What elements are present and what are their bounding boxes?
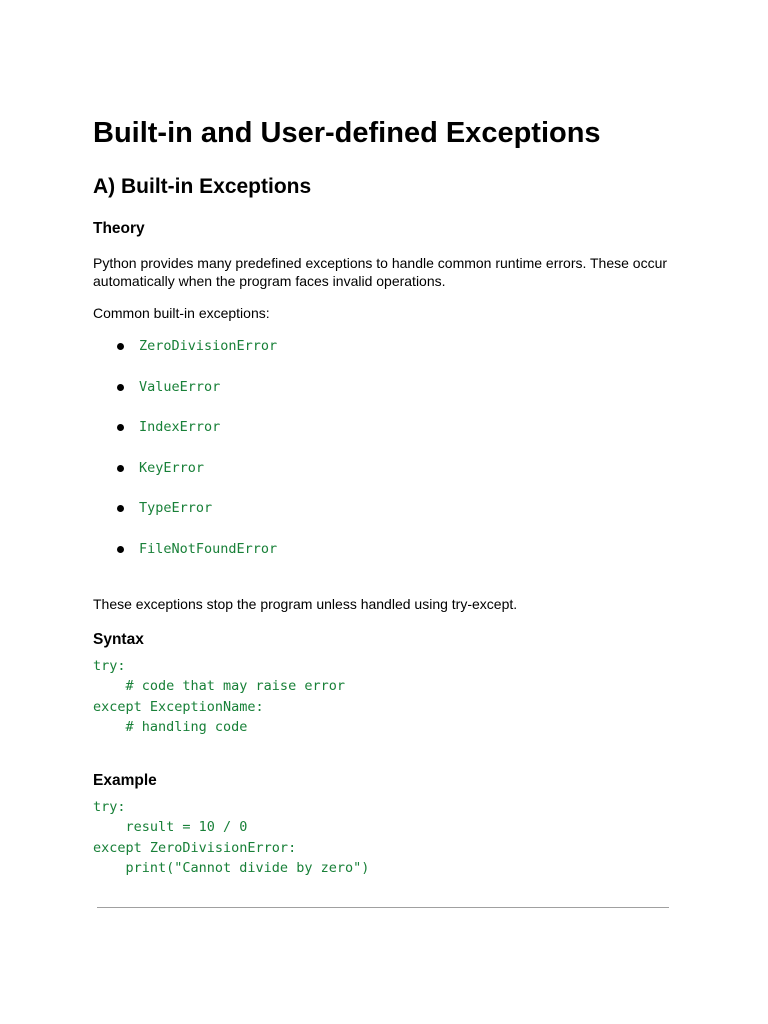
bullet-icon bbox=[117, 343, 124, 350]
list-item bbox=[93, 376, 277, 417]
exception-name: FileNotFoundError bbox=[139, 540, 278, 557]
bullet-icon bbox=[117, 505, 124, 512]
exception-name: IndexError bbox=[139, 419, 221, 436]
theory-paragraph: Python provides many predefined exceptions to handle common runtime errors. These occur automatically when the program faces invalid operations. bbox=[93, 255, 668, 289]
list-item bbox=[93, 497, 277, 538]
bullet-icon bbox=[117, 424, 124, 431]
exception-name: TypeError bbox=[139, 500, 213, 517]
list-intro: Common built-in exceptions: bbox=[93, 305, 270, 321]
syntax-code-block: try: # code that may raise error except ExceptionName: # handling code bbox=[93, 658, 345, 735]
section-heading-builtin: A) Built-in Exceptions bbox=[93, 175, 312, 198]
horizontal-divider bbox=[97, 907, 669, 908]
bullet-icon bbox=[117, 465, 124, 472]
exception-list bbox=[93, 335, 277, 579]
exception-name: ZeroDivisionError bbox=[139, 338, 278, 354]
theory-heading: Theory bbox=[93, 220, 145, 237]
list-item bbox=[93, 416, 277, 457]
syntax-heading: Syntax bbox=[93, 631, 144, 648]
example-code-block: try: result = 10 / 0 except ZeroDivisionError: print("Cannot divide by zero") bbox=[93, 799, 370, 876]
bullet-icon bbox=[117, 384, 124, 391]
exception-name: KeyError bbox=[139, 459, 205, 476]
page-title: Built-in and User-defined Exceptions bbox=[93, 117, 601, 149]
example-heading: Example bbox=[93, 772, 157, 789]
list-item bbox=[93, 457, 277, 498]
list-item bbox=[93, 538, 277, 579]
exception-name: ValueError bbox=[139, 378, 221, 395]
closing-paragraph: These exceptions stop the program unless handled using try-except. bbox=[93, 596, 518, 612]
bullet-icon bbox=[117, 546, 124, 553]
list-item bbox=[93, 335, 277, 376]
